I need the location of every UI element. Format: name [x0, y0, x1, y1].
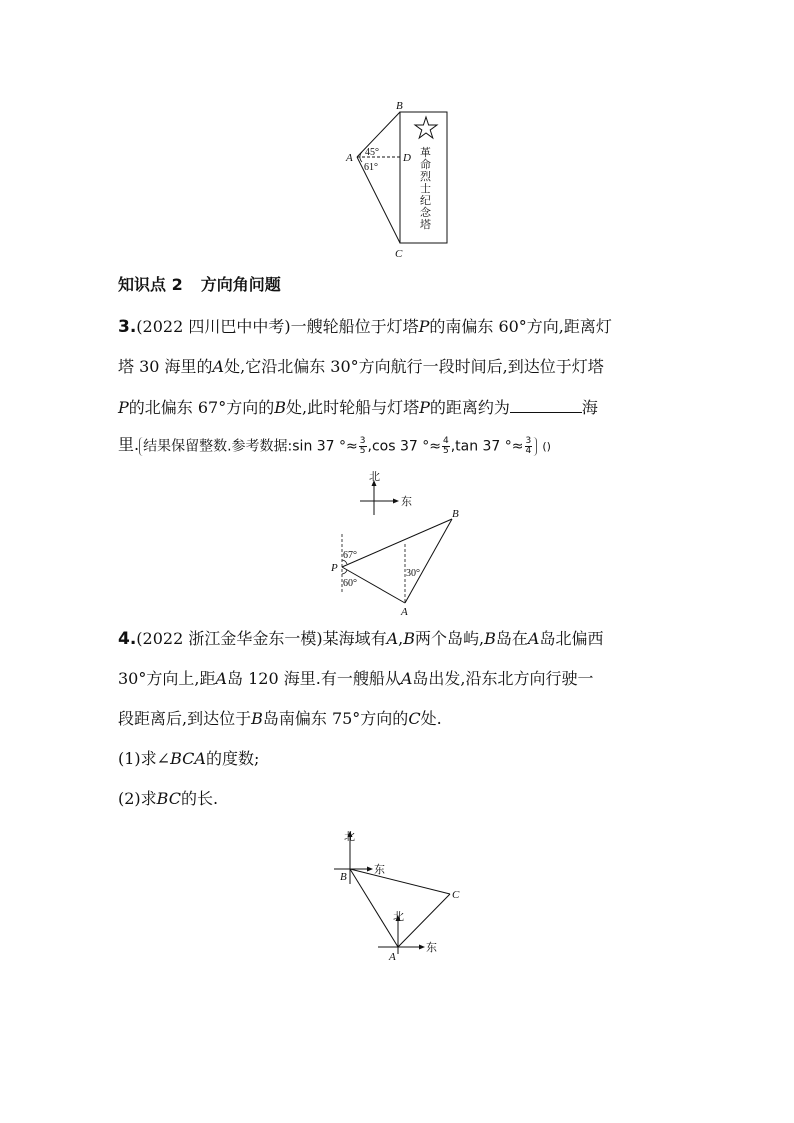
- label-P: P: [331, 562, 338, 574]
- var-A: A: [386, 629, 399, 648]
- var-P: P: [419, 398, 430, 417]
- q3-text-3a: 的北偏东 67°方向的: [128, 398, 275, 417]
- angle-67: 67°: [343, 550, 357, 561]
- var-B: B: [274, 398, 286, 417]
- q3-text-2b: 处,它沿北偏东 30°方向航行一段时间后,到达位于灯塔: [224, 357, 604, 376]
- q4-text-2b: 岛 120 海里.有一艘船从: [227, 669, 401, 688]
- east-B: 东: [374, 864, 385, 876]
- var-B: B: [403, 629, 416, 648]
- angle-45: 45°: [365, 147, 379, 158]
- label-B3: B: [340, 871, 347, 883]
- q3-text-2a: 塔 30 海里的: [118, 357, 213, 376]
- svg-text:士: 士: [420, 183, 431, 195]
- label-A3: A: [389, 951, 396, 963]
- label-C3: C: [452, 889, 460, 901]
- frac-cos: [442, 437, 450, 456]
- label-A: A: [346, 152, 353, 164]
- svg-text:念: 念: [420, 207, 431, 219]
- frac-den: 5: [442, 445, 449, 456]
- frac-num: 3: [525, 435, 532, 446]
- q4-number: 4.: [118, 629, 137, 649]
- q3-line1: [118, 318, 678, 336]
- north-A: 北: [393, 911, 404, 923]
- hint-sin: 结果保留整数.参考数据:sin 37 °≈: [143, 438, 358, 454]
- q3-number: 3.: [118, 317, 137, 337]
- var-A: A: [400, 669, 413, 688]
- q4-sub2: [118, 790, 678, 808]
- var-BC: BC: [156, 789, 181, 808]
- compass-north: 北: [369, 471, 380, 483]
- var-A: A: [212, 357, 225, 376]
- label-A2: A: [401, 606, 408, 618]
- label-C: C: [395, 248, 403, 260]
- q4-text-3c: 处.: [420, 709, 442, 728]
- q3-text-3c: 的距离约为: [429, 398, 510, 417]
- var-BCA: BCA: [170, 749, 206, 768]
- q4-line3: [118, 710, 678, 728]
- q3-line3: [118, 398, 678, 417]
- var-P: P: [418, 317, 430, 336]
- q3-hint: [139, 437, 537, 456]
- q4-text-1d: 岛北偏西: [539, 629, 604, 648]
- frac-den: 4: [525, 445, 532, 456]
- svg-text:命: 命: [420, 159, 431, 171]
- q4-text-3a: 段距离后,到达位于: [118, 709, 252, 728]
- var-P: P: [118, 398, 129, 417]
- q3-line2: [118, 358, 678, 376]
- label-D: D: [403, 152, 411, 164]
- comma: ,: [398, 629, 404, 648]
- q3-paren: (): [542, 440, 551, 453]
- q3-text-4a: 里.: [118, 435, 140, 454]
- q4-text-1b: 两个岛屿,: [415, 629, 485, 648]
- var-A: A: [527, 629, 540, 648]
- q3-text-1: (2022 四川巴中中考)一艘轮船位于灯塔: [136, 317, 419, 336]
- q4-line1: [118, 630, 678, 648]
- label-B: B: [396, 100, 403, 112]
- var-C: C: [408, 709, 421, 728]
- q4-sub1-b: 的度数;: [205, 749, 260, 768]
- compass-east: 东: [401, 496, 412, 508]
- q4-sub2-b: 的长.: [180, 789, 219, 808]
- q4-line2: [118, 670, 678, 688]
- q4-text-2c: 岛出发,沿东北方向行驶一: [412, 669, 594, 688]
- tower-vertical-text: [420, 145, 432, 231]
- angle-30: 30°: [406, 568, 420, 579]
- east-A: 东: [426, 942, 437, 954]
- q4-text-1a: (2022 浙江金华金东一模)某海域有: [136, 629, 387, 648]
- angle-60: 60°: [343, 578, 357, 589]
- figure-lighthouse: [328, 470, 473, 618]
- var-B: B: [484, 629, 496, 648]
- q4-sub1: [118, 750, 678, 768]
- hint-tan: ,tan 37 °≈: [450, 438, 524, 454]
- hint-cos: ,cos 37 °≈: [367, 438, 441, 454]
- label-B2: B: [452, 508, 459, 520]
- figure-islands: [330, 826, 470, 966]
- frac-num: 3: [359, 435, 366, 446]
- q4-text-3b: 岛南偏东 75°方向的: [262, 709, 409, 728]
- q3-text-3d: 海: [581, 398, 598, 417]
- q3-text-3b: 处,此时轮船与灯塔: [285, 398, 420, 417]
- svg-text:塔: 塔: [420, 219, 431, 231]
- svg-text:革: 革: [420, 147, 431, 159]
- section-heading: [118, 272, 299, 295]
- frac-tan: [525, 437, 533, 456]
- svg-text:纪: 纪: [420, 195, 431, 207]
- q4-text-2a: 30°方向上,距: [118, 669, 216, 688]
- figure-memorial-tower: [340, 98, 460, 262]
- frac-sin: [359, 437, 367, 456]
- q3-text-1b: 的南偏东 60°方向,距离灯: [429, 317, 612, 336]
- var-A: A: [215, 669, 228, 688]
- section-title-text: 方向角问题: [200, 275, 281, 294]
- answer-blank[interactable]: [510, 398, 582, 413]
- q4-sub2-a: (2)求: [118, 789, 157, 808]
- frac-num: 4: [442, 435, 449, 446]
- frac-den: 5: [359, 445, 366, 456]
- svg-text:烈: 烈: [420, 171, 431, 183]
- q3-line4: [118, 436, 678, 456]
- q4-sub1-a: (1)求∠: [118, 749, 171, 768]
- section-label: 知识点 2: [118, 275, 183, 294]
- angle-61: 61°: [364, 162, 378, 173]
- var-B: B: [251, 709, 263, 728]
- q4-text-1c: 岛在: [495, 629, 528, 648]
- north-B: 北: [344, 831, 355, 843]
